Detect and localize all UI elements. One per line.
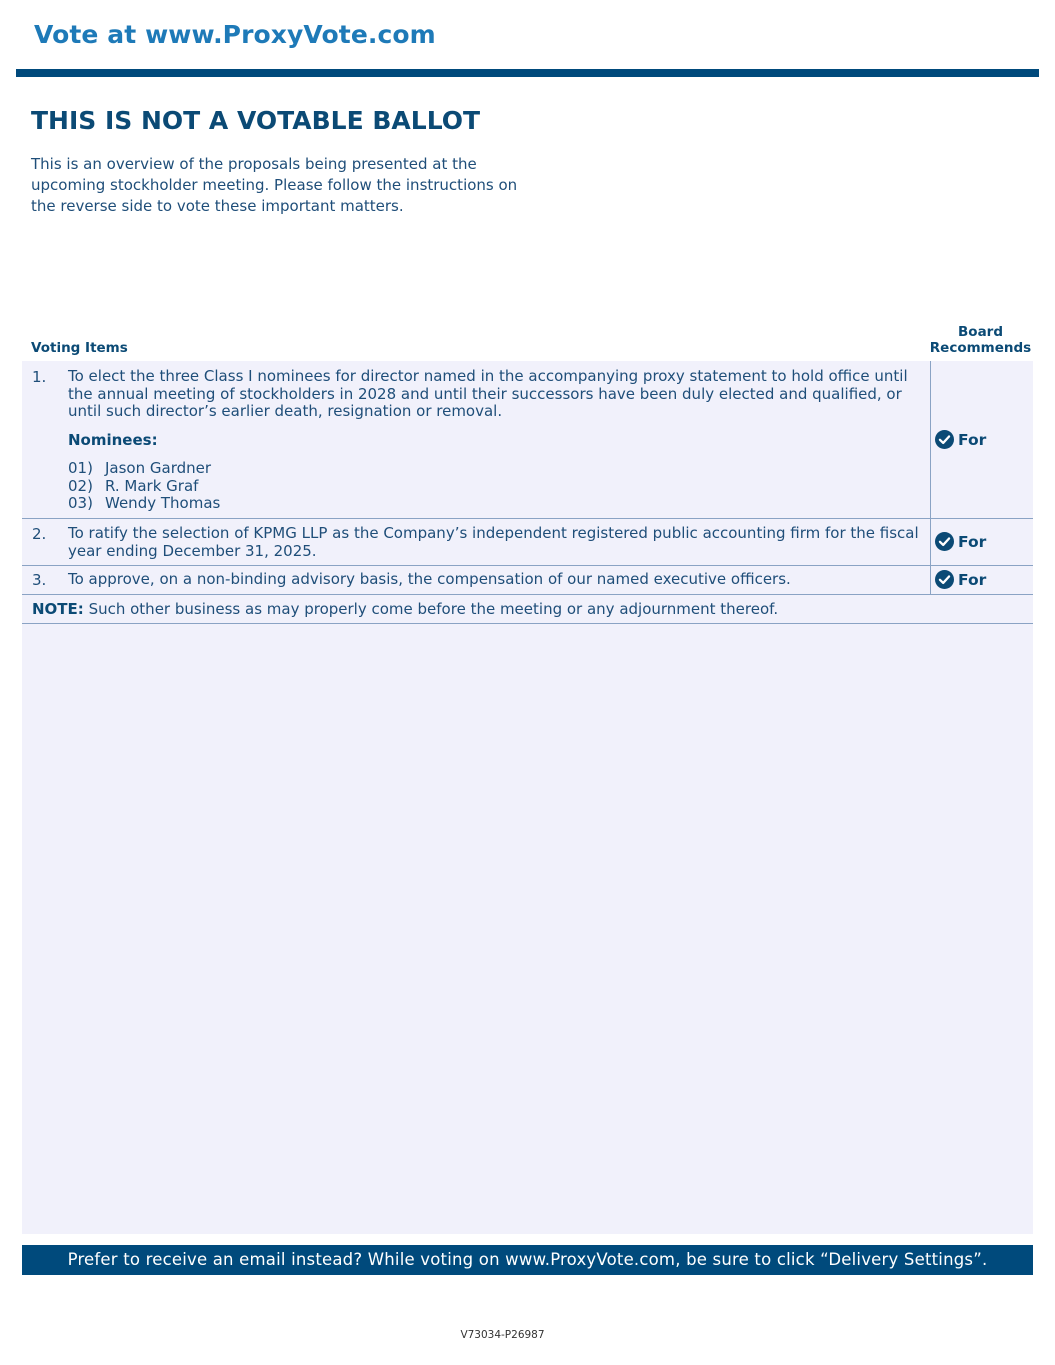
note-label: NOTE: [32, 600, 84, 618]
board-recommends-line2: Recommends [929, 340, 1032, 356]
voting-items-panel [22, 361, 1033, 1234]
note-body: Such other business as may properly come before the meeting or any adjournment thereof. [88, 600, 779, 618]
nominee-number: 01) [68, 459, 93, 477]
item-number: 1. [32, 368, 47, 386]
item-text: To approve, on a non-binding advisory basis, the compensation of our named executive officers. [68, 570, 791, 588]
board-recommendation [935, 570, 986, 589]
board-recommendation [935, 430, 986, 449]
nominee-list [68, 460, 928, 513]
nominee [68, 460, 928, 478]
voting-item-1 [22, 361, 1033, 519]
board-recommends-line1: Board [958, 324, 1003, 340]
note-text [32, 600, 778, 618]
proxyvote-link[interactable]: Vote at www.ProxyVote.com [34, 20, 436, 49]
intro-paragraph: This is an overview of the proposals being presented at the upcoming stockholder meeting. Please follow the instructions on the reverse side to vote these important matters. [31, 155, 518, 215]
header-divider [16, 69, 1039, 77]
nominee-name: R. Mark Graf [105, 476, 199, 495]
nominee [68, 495, 928, 513]
board-recommendation [935, 532, 986, 551]
voting-items-header: Voting Items [31, 340, 128, 356]
check-circle-icon [935, 430, 954, 449]
document-code: V73034-P26987 [460, 1329, 545, 1341]
email-delivery-banner: Prefer to receive an email instead? While voting on www.ProxyVote.com, be sure to click “Delivery Settings”. [22, 1245, 1033, 1275]
recommendation-label: For [958, 430, 987, 449]
voting-item-2 [22, 519, 1033, 566]
check-circle-icon [935, 570, 954, 589]
recommendation-label: For [958, 532, 987, 551]
nominees-label: Nominees: [68, 430, 158, 449]
nominee [68, 478, 928, 496]
column-divider [930, 519, 931, 565]
item-number: 3. [32, 571, 47, 589]
nominee-name: Wendy Thomas [105, 494, 221, 512]
note-row [22, 595, 1033, 624]
column-divider [930, 566, 931, 594]
item-text: To ratify the selection of KPMG LLP as the Company’s independent registered public accounting firm for the fiscal year ending December 31, 2025. [68, 524, 919, 560]
item-number: 2. [32, 525, 47, 543]
nominee-name: Jason Gardner [105, 459, 212, 477]
voting-item-3 [22, 566, 1033, 595]
board-recommends-header [928, 324, 1033, 356]
column-divider [930, 361, 931, 518]
recommendation-label: For [958, 570, 987, 589]
nominee-number: 02) [68, 476, 93, 495]
check-circle-icon [935, 532, 954, 551]
item-text [68, 368, 928, 513]
nominee-number: 03) [68, 494, 93, 512]
page-title: THIS IS NOT A VOTABLE BALLOT [31, 106, 481, 135]
item-description: To elect the three Class I nominees for director named in the accompanying proxy statement to hold office until the annual meeting of stockholders in 2028 and until their successors have been duly elected and qualified, or until such director’s earlier death, resignation or removal. [68, 367, 908, 420]
